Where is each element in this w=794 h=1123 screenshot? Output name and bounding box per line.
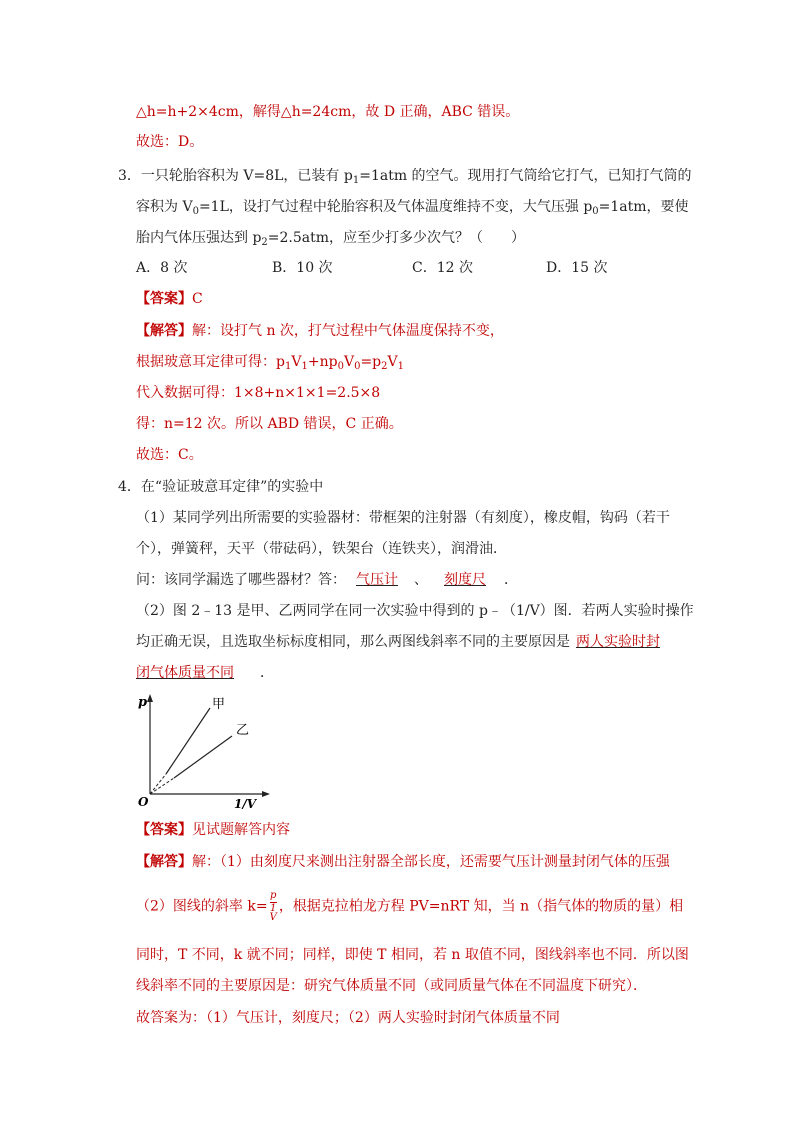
p-inverse-v-graph bbox=[136, 690, 276, 812]
solution-q4-line-2: （2）图线的斜率 k=p 1 V，根据克拉柏龙方程 PV=nRT 知，当 n（指气体的物质的量）相 bbox=[136, 890, 684, 923]
solution-label: 【解答】 bbox=[136, 854, 192, 870]
question-number: 4． bbox=[118, 479, 141, 495]
solution-q4-line-3: 同时，T 不同，k 就不同；同样，即使 T 相同，若 n 取值不同，图线斜率也不同．所以图 bbox=[136, 947, 689, 963]
question-4-part2-line2: 均正确无误，且选取坐标标度相同，那么两图线斜率不同的主要原因是 两人实验时封 bbox=[136, 634, 660, 650]
question-4-part2-line1: （2）图 2﹣13 是甲、乙两同学在同一次实验中得到的 p﹣（1/V）图．若两人实验时操作 bbox=[136, 603, 694, 619]
answer-label: 【答案】 bbox=[136, 291, 192, 307]
solution-line-4: 得：n=12 次。所以 ABD 错误，C 正确。 bbox=[136, 416, 403, 432]
question-4-part2-line3: 闭气体质量不同 ． bbox=[136, 665, 274, 681]
line-jia bbox=[166, 708, 210, 774]
answer-line bbox=[136, 289, 203, 309]
question-4-title: 4．在“验证玻意耳定律”的实验中 bbox=[118, 479, 324, 495]
line-jia-dashed bbox=[150, 774, 166, 794]
solution-continuation: △h=h+2×4cm，解得△h=24cm，故 D 正确，ABC 错误。 bbox=[136, 104, 520, 120]
solution-q4-line-5: 故答案为：（1）气压计，刻度尺；（2）两人实验时封闭气体质量不同 bbox=[136, 1010, 560, 1026]
answer-line-q4 bbox=[136, 820, 290, 840]
solution-line-2: 根据玻意耳定律可得：$p_1V_1+np_0V_0=p_2V_1$ bbox=[136, 354, 405, 372]
option-d: D．15 次 bbox=[546, 260, 608, 276]
question-4-part1-line3: 问：该同学漏选了哪些器材？答： 气压计 、 刻度尺 ． bbox=[136, 572, 518, 588]
line-yi-dashed bbox=[150, 778, 174, 794]
x-axis-label: 1/V bbox=[234, 797, 257, 811]
solution-q4-line-1: 【解答】解：（1）由刻度尺来测出注射器全部长度，还需要气压计测量封闭气体的压强 bbox=[136, 854, 670, 870]
answer-label: 【答案】 bbox=[136, 822, 192, 838]
line-jia-label: 甲 bbox=[212, 697, 226, 712]
question-3-line-1: 3．一只轮胎容积为 V=8L，已装有 $p_1=1atm$ 的空气。现用打气筒给它打气，已知打气筒的 bbox=[118, 168, 692, 186]
line-yi-label: 乙 bbox=[236, 723, 250, 738]
answer-value: C bbox=[192, 291, 203, 307]
question-4-part1-line1: （1）某同学列出所需要的实验器材：带框架的注射器（有刻度），橡皮帽，钩码（若干 bbox=[136, 510, 670, 526]
y-axis-arrow bbox=[147, 694, 153, 702]
option-b: B．10 次 bbox=[272, 260, 333, 276]
slope-fraction: p 1 V bbox=[269, 890, 277, 923]
solution-label: 【解答】 bbox=[136, 323, 192, 339]
answer-blank-3b: 闭气体质量不同 bbox=[136, 665, 234, 681]
solution-line-3: 代入数据可得：1×8+n×1×1=2.5×8 bbox=[136, 385, 381, 401]
option-a: A．8 次 bbox=[136, 260, 188, 276]
x-axis-arrow bbox=[262, 791, 270, 797]
y-axis-label: p bbox=[138, 695, 148, 710]
question-number: 3． bbox=[118, 168, 141, 184]
solution-line-5: 故选：C。 bbox=[136, 447, 203, 463]
answer-blank-2: 刻度尺 bbox=[444, 572, 486, 588]
answer-blank-3a: 两人实验时封 bbox=[576, 634, 660, 650]
question-4-part1-line2: 个），弹簧秤，天平（带砝码），铁架台（连铁夹），润滑油． bbox=[136, 541, 507, 557]
solution-q4-line-4: 线斜率不同的主要原因是：研究气体质量不同（或同质量气体在不同温度下研究）． bbox=[136, 978, 647, 994]
line-yi bbox=[174, 736, 232, 778]
solution-conclusion: 故选：D。 bbox=[136, 134, 204, 150]
question-3-line-2: 容积为 $V_0=1L$，设打气过程中轮胎容积及气体温度维持不变，大气压强 $p_0=1atm$，要使 bbox=[136, 199, 689, 217]
answer-blank-1: 气压计 bbox=[356, 572, 398, 588]
answer-value: 见试题解答内容 bbox=[192, 822, 290, 838]
option-c: C．12 次 bbox=[412, 260, 473, 276]
solution-line-1: 【解答】解：设打气 n 次，打气过程中气体温度保持不变， bbox=[136, 323, 504, 339]
question-3-line-3: 胎内气体压强达到 $p_2=2.5atm$，应至少打多少次气？（ ） bbox=[136, 230, 526, 248]
origin-label: O bbox=[138, 795, 149, 809]
